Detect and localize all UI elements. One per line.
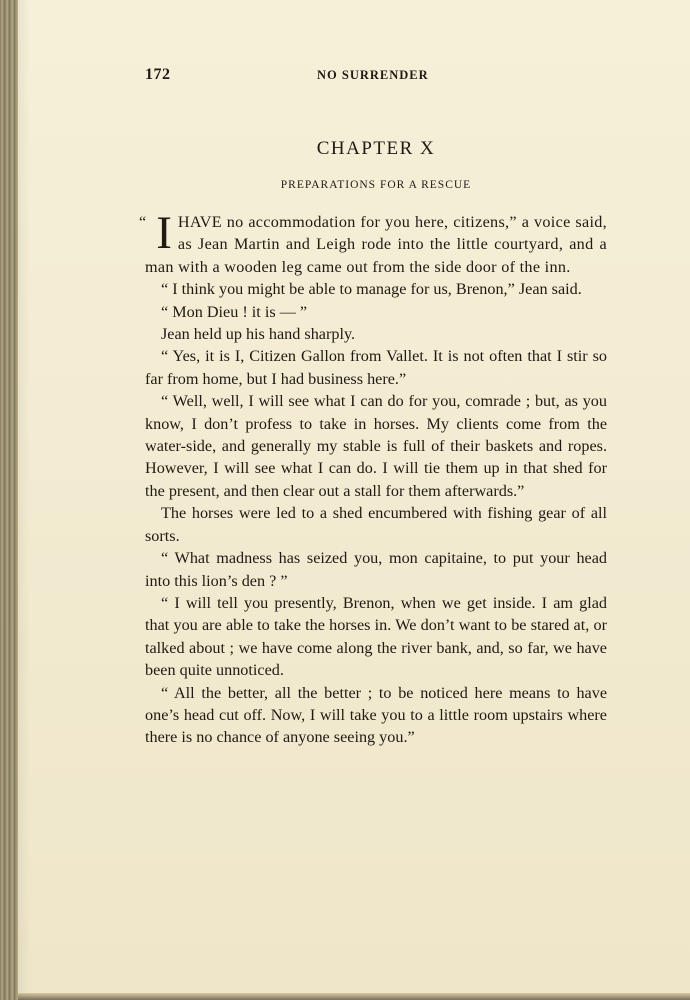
paragraph: “ Yes, it is I, Citizen Gallon from Vallet. It is not often that I stir so far from home, but I had business here.” [145, 347, 607, 388]
running-title: NO SURRENDER [317, 68, 429, 82]
page-number: 172 [145, 66, 171, 83]
page-bottom-edge [18, 993, 690, 1000]
paragraph: “ I think you might be able to manage for us, Brenon,” Jean said. [161, 280, 582, 299]
running-head [145, 66, 607, 86]
book-spine [0, 0, 18, 1000]
paragraph: “ Mon Dieu ! it is — ” [161, 302, 308, 321]
body-text [139, 207, 607, 749]
paragraph-first-text: HAVE no accommodation for you here, citizens,” a voice said, as Jean Martin and Leigh rode into the little courtyard, and a man with a wooden leg came out from the side door of the inn. [145, 213, 607, 276]
drop-cap: I [156, 207, 172, 259]
paragraph: The horses were led to a shed encumbered with fishing gear of all sorts. [145, 504, 607, 545]
paragraph: “ I will tell you presently, Brenon, when we get inside. I am glad that you are able to take the horses in. We don’t want to be stared at, or talked about ; we have come along the river bank, and, so far, we have been quite unnoticed. [145, 593, 607, 680]
paragraph-first [139, 207, 607, 278]
paragraph: “ Well, well, I will see what I can do for you, comrade ; but, as you know, I don’t profess to take in horses. My clients come from the water-side, and generally my stable is full of their baskets and ropes. However, I will see what I can do. I will tie them up in that shed for the present, and then clear out a stall for them afterwards.” [145, 392, 607, 500]
chapter-subtitle: PREPARATIONS FOR A RESCUE [280, 179, 472, 191]
paragraph: Jean held up his hand sharply. [161, 325, 356, 344]
chapter-title: CHAPTER X [316, 138, 436, 159]
opening-quote: “ [139, 213, 147, 231]
paragraph: “ What madness has seized you, mon capitaine, to put your head into this lion’s den ? ” [145, 549, 607, 590]
paragraph: “ All the better, all the better ; to be noticed here means to have one’s head cut off. Now, I will take you to a little room upstairs where there is no chance of anyone seeing you.” [145, 683, 607, 747]
